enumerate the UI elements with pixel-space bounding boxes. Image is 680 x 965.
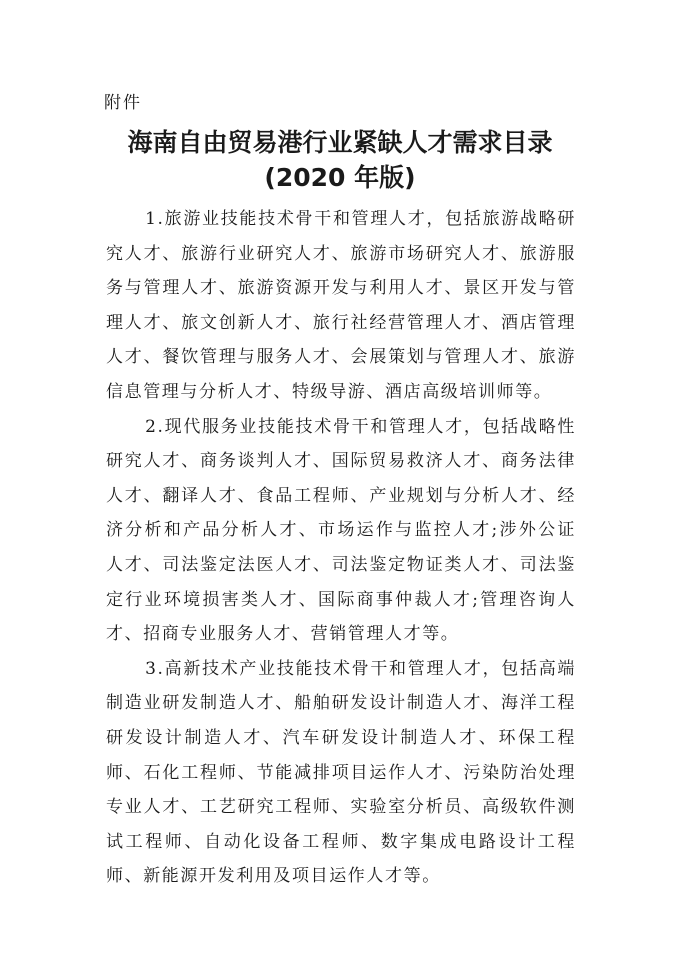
- paragraph-high-tech: 3.高新技术产业技能技术骨干和管理人才，包括高端制造业研发制造人才、船舶研发设计制造人才、海洋工程研发设计制造人才、汽车研发设计制造人才、环保工程师、石化工程师、节能减排项目运作人才、污染防治处理专业人才、工艺研究工程师、实验室分析员、高级软件测试工程师、自动化设备工程师、数字集成电路设计工程师、新能源开发利用及项目运作人才等。: [106, 658, 576, 887]
- paragraph-tourism: 1.旅游业技能技术骨干和管理人才，包括旅游战略研究人才、旅游行业研究人才、旅游市场研究人才、旅游服务与管理人才、旅游资源开发与利用人才、景区开发与管理人才、旅文创新人才、旅行社经营管理人才、酒店管理人才、餐饮管理与服务人才、会展策划与管理人才、旅游信息管理与分析人才、特级导游、酒店高级培训师等。: [106, 209, 576, 402]
- attachment-label: 附件: [104, 93, 142, 113]
- document-subtitle-year: (2020 年版): [264, 163, 416, 192]
- document-body: [106, 202, 576, 894]
- paragraph-modern-services: 2.现代服务业技能技术骨干和管理人才，包括战略性研究人才、商务谈判人才、国际贸易救济人才、商务法律人才、翻译人才、食品工程师、产业规划与分析人才、经济分析和产品分析人才、市场运作与监控人才;涉外公证人才、司法鉴定法医人才、司法鉴定物证类人才、司法鉴定行业环境损害类人才、国际商事仲裁人才;管理咨询人才、招商专业服务人才、营销管理人才等。: [106, 416, 576, 645]
- document-title: 海南自由贸易港行业紧缺人才需求目录: [127, 128, 553, 157]
